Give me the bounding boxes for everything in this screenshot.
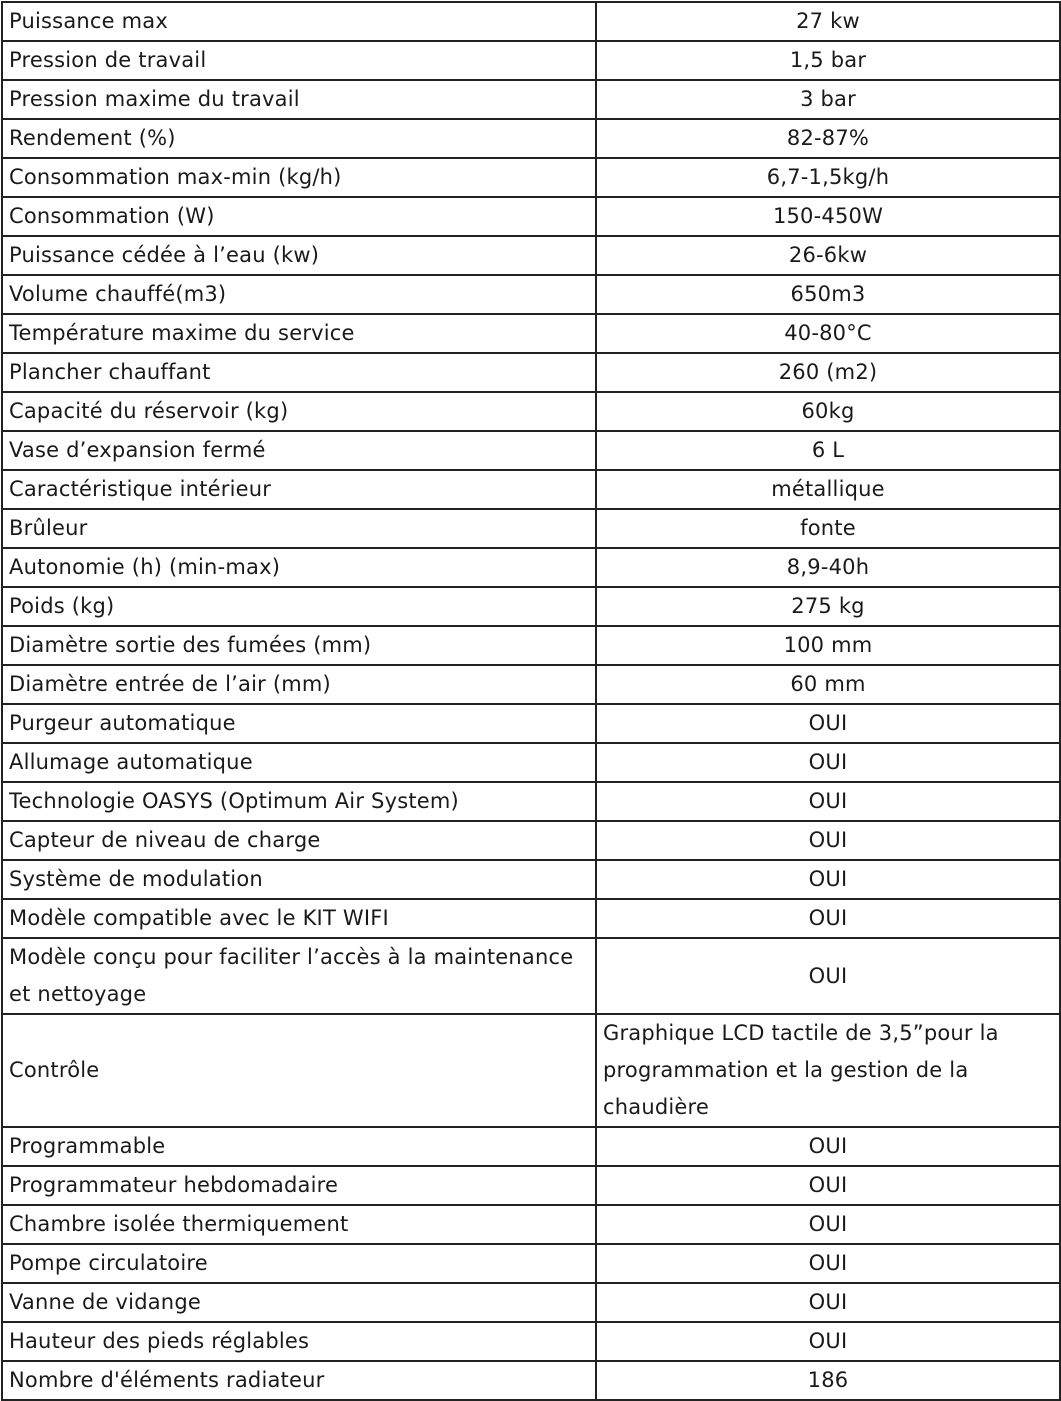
spec-label: Chambre isolée thermiquement bbox=[2, 1205, 596, 1244]
table-row bbox=[2, 821, 1060, 860]
spec-value: OUI bbox=[596, 1127, 1060, 1166]
table-row bbox=[2, 665, 1060, 704]
spec-label: Hauteur des pieds réglables bbox=[2, 1322, 596, 1361]
spec-value: fonte bbox=[596, 509, 1060, 548]
spec-label: Nombre d'éléments radiateur bbox=[2, 1361, 596, 1400]
spec-value: 6,7-1,5kg/h bbox=[596, 158, 1060, 197]
table-row bbox=[2, 860, 1060, 899]
table-row bbox=[2, 704, 1060, 743]
spec-value: 650m3 bbox=[596, 275, 1060, 314]
spec-label: Pompe circulatoire bbox=[2, 1244, 596, 1283]
spec-label: Diamètre entrée de l’air (mm) bbox=[2, 665, 596, 704]
spec-value: OUI bbox=[596, 1244, 1060, 1283]
spec-label: Vanne de vidange bbox=[2, 1283, 596, 1322]
spec-label: Brûleur bbox=[2, 509, 596, 548]
spec-value: 40-80°C bbox=[596, 314, 1060, 353]
table-row bbox=[2, 782, 1060, 821]
table-row bbox=[2, 1244, 1060, 1283]
spec-label: Contrôle bbox=[2, 1014, 596, 1127]
spec-label: Autonomie (h) (min-max) bbox=[2, 548, 596, 587]
specifications-table bbox=[1, 1, 1061, 1401]
table-row bbox=[2, 1283, 1060, 1322]
spec-label: Diamètre sortie des fumées (mm) bbox=[2, 626, 596, 665]
spec-label: Programmateur hebdomadaire bbox=[2, 1166, 596, 1205]
spec-value: 60kg bbox=[596, 392, 1060, 431]
spec-value: 26-6kw bbox=[596, 236, 1060, 275]
spec-label: Capacité du réservoir (kg) bbox=[2, 392, 596, 431]
spec-value: 1,5 bar bbox=[596, 41, 1060, 80]
spec-value: 82-87% bbox=[596, 119, 1060, 158]
spec-label: Pression maxime du travail bbox=[2, 80, 596, 119]
spec-value: 275 kg bbox=[596, 587, 1060, 626]
spec-label: Puissance max bbox=[2, 2, 596, 41]
table-row bbox=[2, 626, 1060, 665]
spec-label: Pression de travail bbox=[2, 41, 596, 80]
spec-label: Volume chauffé(m3) bbox=[2, 275, 596, 314]
table-row bbox=[2, 392, 1060, 431]
spec-label: Allumage automatique bbox=[2, 743, 596, 782]
spec-label: Rendement (%) bbox=[2, 119, 596, 158]
table-row bbox=[2, 938, 1060, 1014]
table-row bbox=[2, 119, 1060, 158]
spec-value: OUI bbox=[596, 1205, 1060, 1244]
spec-label: Technologie OASYS (Optimum Air System) bbox=[2, 782, 596, 821]
spec-value: 3 bar bbox=[596, 80, 1060, 119]
spec-label: Plancher chauffant bbox=[2, 353, 596, 392]
spec-value: Graphique LCD tactile de 3,5”pour la programmation et la gestion de la chaudière bbox=[596, 1014, 1060, 1127]
spec-value: OUI bbox=[596, 704, 1060, 743]
table-row bbox=[2, 587, 1060, 626]
spec-label: Vase d’expansion fermé bbox=[2, 431, 596, 470]
table-row bbox=[2, 80, 1060, 119]
spec-value: 6 L bbox=[596, 431, 1060, 470]
table-row bbox=[2, 431, 1060, 470]
table-row bbox=[2, 899, 1060, 938]
spec-label: Consommation max-min (kg/h) bbox=[2, 158, 596, 197]
table-row bbox=[2, 353, 1060, 392]
table-row bbox=[2, 548, 1060, 587]
table-row bbox=[2, 1014, 1060, 1127]
spec-value: OUI bbox=[596, 821, 1060, 860]
spec-label: Consommation (W) bbox=[2, 197, 596, 236]
spec-label: Modèle conçu pour faciliter l’accès à la maintenance et nettoyage bbox=[2, 938, 596, 1014]
spec-value: 27 kw bbox=[596, 2, 1060, 41]
spec-label: Purgeur automatique bbox=[2, 704, 596, 743]
spec-label: Système de modulation bbox=[2, 860, 596, 899]
spec-value: 8,9-40h bbox=[596, 548, 1060, 587]
spec-label: Température maxime du service bbox=[2, 314, 596, 353]
spec-value: 186 bbox=[596, 1361, 1060, 1400]
table-row bbox=[2, 197, 1060, 236]
table-row bbox=[2, 236, 1060, 275]
table-row bbox=[2, 743, 1060, 782]
table-row bbox=[2, 275, 1060, 314]
table-row bbox=[2, 41, 1060, 80]
table-row bbox=[2, 314, 1060, 353]
spec-value: OUI bbox=[596, 938, 1060, 1014]
table-row bbox=[2, 470, 1060, 509]
table-row bbox=[2, 1205, 1060, 1244]
spec-value: OUI bbox=[596, 1283, 1060, 1322]
spec-value: OUI bbox=[596, 860, 1060, 899]
spec-label: Modèle compatible avec le KIT WIFI bbox=[2, 899, 596, 938]
spec-label: Caractéristique intérieur bbox=[2, 470, 596, 509]
spec-value: 150-450W bbox=[596, 197, 1060, 236]
spec-value: OUI bbox=[596, 1322, 1060, 1361]
spec-value: OUI bbox=[596, 1166, 1060, 1205]
spec-value: OUI bbox=[596, 899, 1060, 938]
spec-value: 260 (m2) bbox=[596, 353, 1060, 392]
spec-label: Poids (kg) bbox=[2, 587, 596, 626]
table-row bbox=[2, 1166, 1060, 1205]
spec-value: métallique bbox=[596, 470, 1060, 509]
table-row bbox=[2, 1361, 1060, 1400]
spec-label: Capteur de niveau de charge bbox=[2, 821, 596, 860]
table-row bbox=[2, 1127, 1060, 1166]
table-row bbox=[2, 509, 1060, 548]
spec-value: 60 mm bbox=[596, 665, 1060, 704]
spec-value: OUI bbox=[596, 782, 1060, 821]
table-row bbox=[2, 2, 1060, 41]
spec-value: OUI bbox=[596, 743, 1060, 782]
spec-label: Puissance cédée à l’eau (kw) bbox=[2, 236, 596, 275]
spec-label: Programmable bbox=[2, 1127, 596, 1166]
table-row bbox=[2, 1322, 1060, 1361]
table-row bbox=[2, 158, 1060, 197]
spec-value: 100 mm bbox=[596, 626, 1060, 665]
